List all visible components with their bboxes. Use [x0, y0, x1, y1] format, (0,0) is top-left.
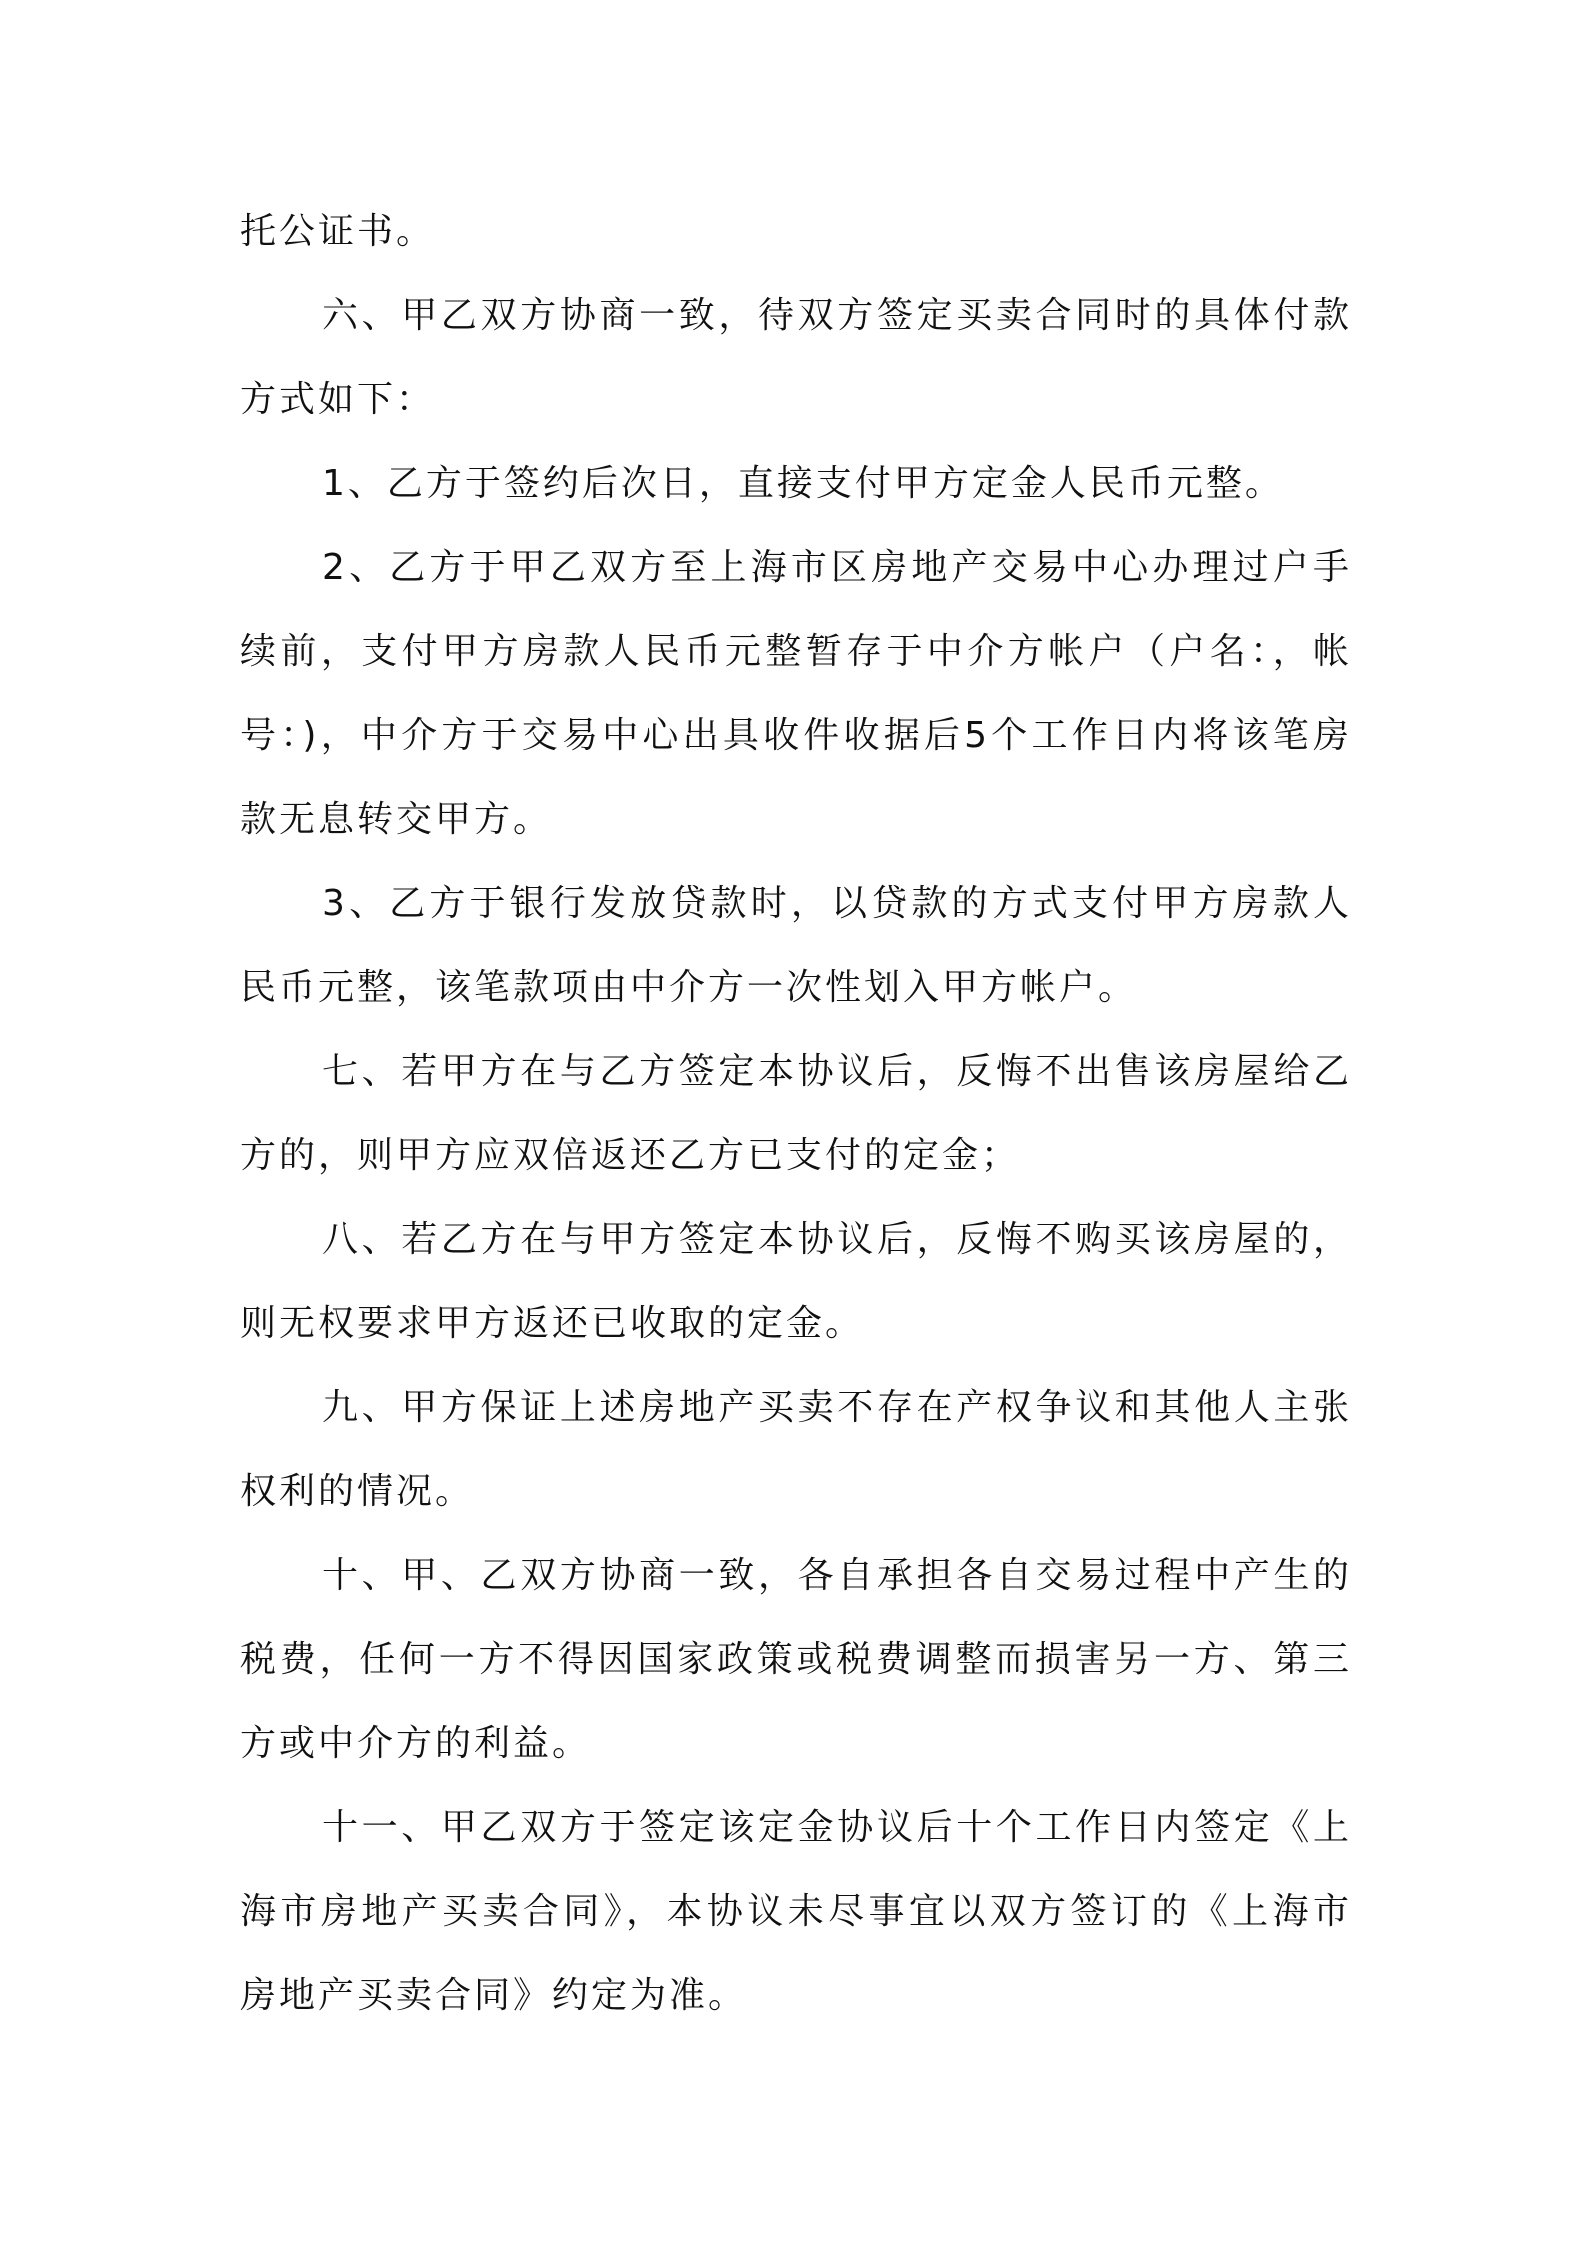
paragraph-clause-8: 八、若乙方在与甲方签定本协议后，反悔不购买该房屋的，则无权要求甲方返还已收取的定金。 [240, 1219, 1352, 1344]
paragraph-payment-1: 1、乙方于签约后次日，直接支付甲方定金人民币元整。 [322, 463, 1284, 504]
paragraph-clause-6: 六、甲乙双方协商一致，待双方签定买卖合同时的具体付款方式如下： [240, 295, 1352, 420]
paragraph-clause-7: 七、若甲方在与乙方签定本协议后，反悔不出售该房屋给乙方的，则甲方应双倍返还乙方已支付的定金； [240, 1051, 1352, 1176]
paragraph-payment-2: 2、乙方于甲乙双方至上海市区房地产交易中心办理过户手续前，支付甲方房款人民币元整暂存于中介方帐户（户名：，帐号：)，中介方于交易中心出具收件收据后5个工作日内将该笔房款无息转交甲方。 [240, 547, 1352, 840]
paragraph-payment-3: 3、乙方于银行发放贷款时，以贷款的方式支付甲方房款人民币元整，该笔款项由中介方一次性划入甲方帐户。 [240, 883, 1352, 1008]
paragraph-clause-9: 九、甲方保证上述房地产买卖不存在产权争议和其他人主张权利的情况。 [240, 1387, 1352, 1512]
paragraph-clause-10: 十、甲、乙双方协商一致，各自承担各自交易过程中产生的税费，任何一方不得因国家政策或税费调整而损害另一方、第三方或中介方的利益。 [240, 1555, 1352, 1764]
paragraph-clause-11: 十一、甲乙双方于签定该定金协议后十个工作日内签定《上海市房地产买卖合同》，本协议未尽事宜以双方签订的《上海市房地产买卖合同》约定为准。 [240, 1807, 1352, 2016]
paragraph-continuation: 托公证书。 [240, 211, 436, 252]
document-body [240, 190, 1352, 2038]
